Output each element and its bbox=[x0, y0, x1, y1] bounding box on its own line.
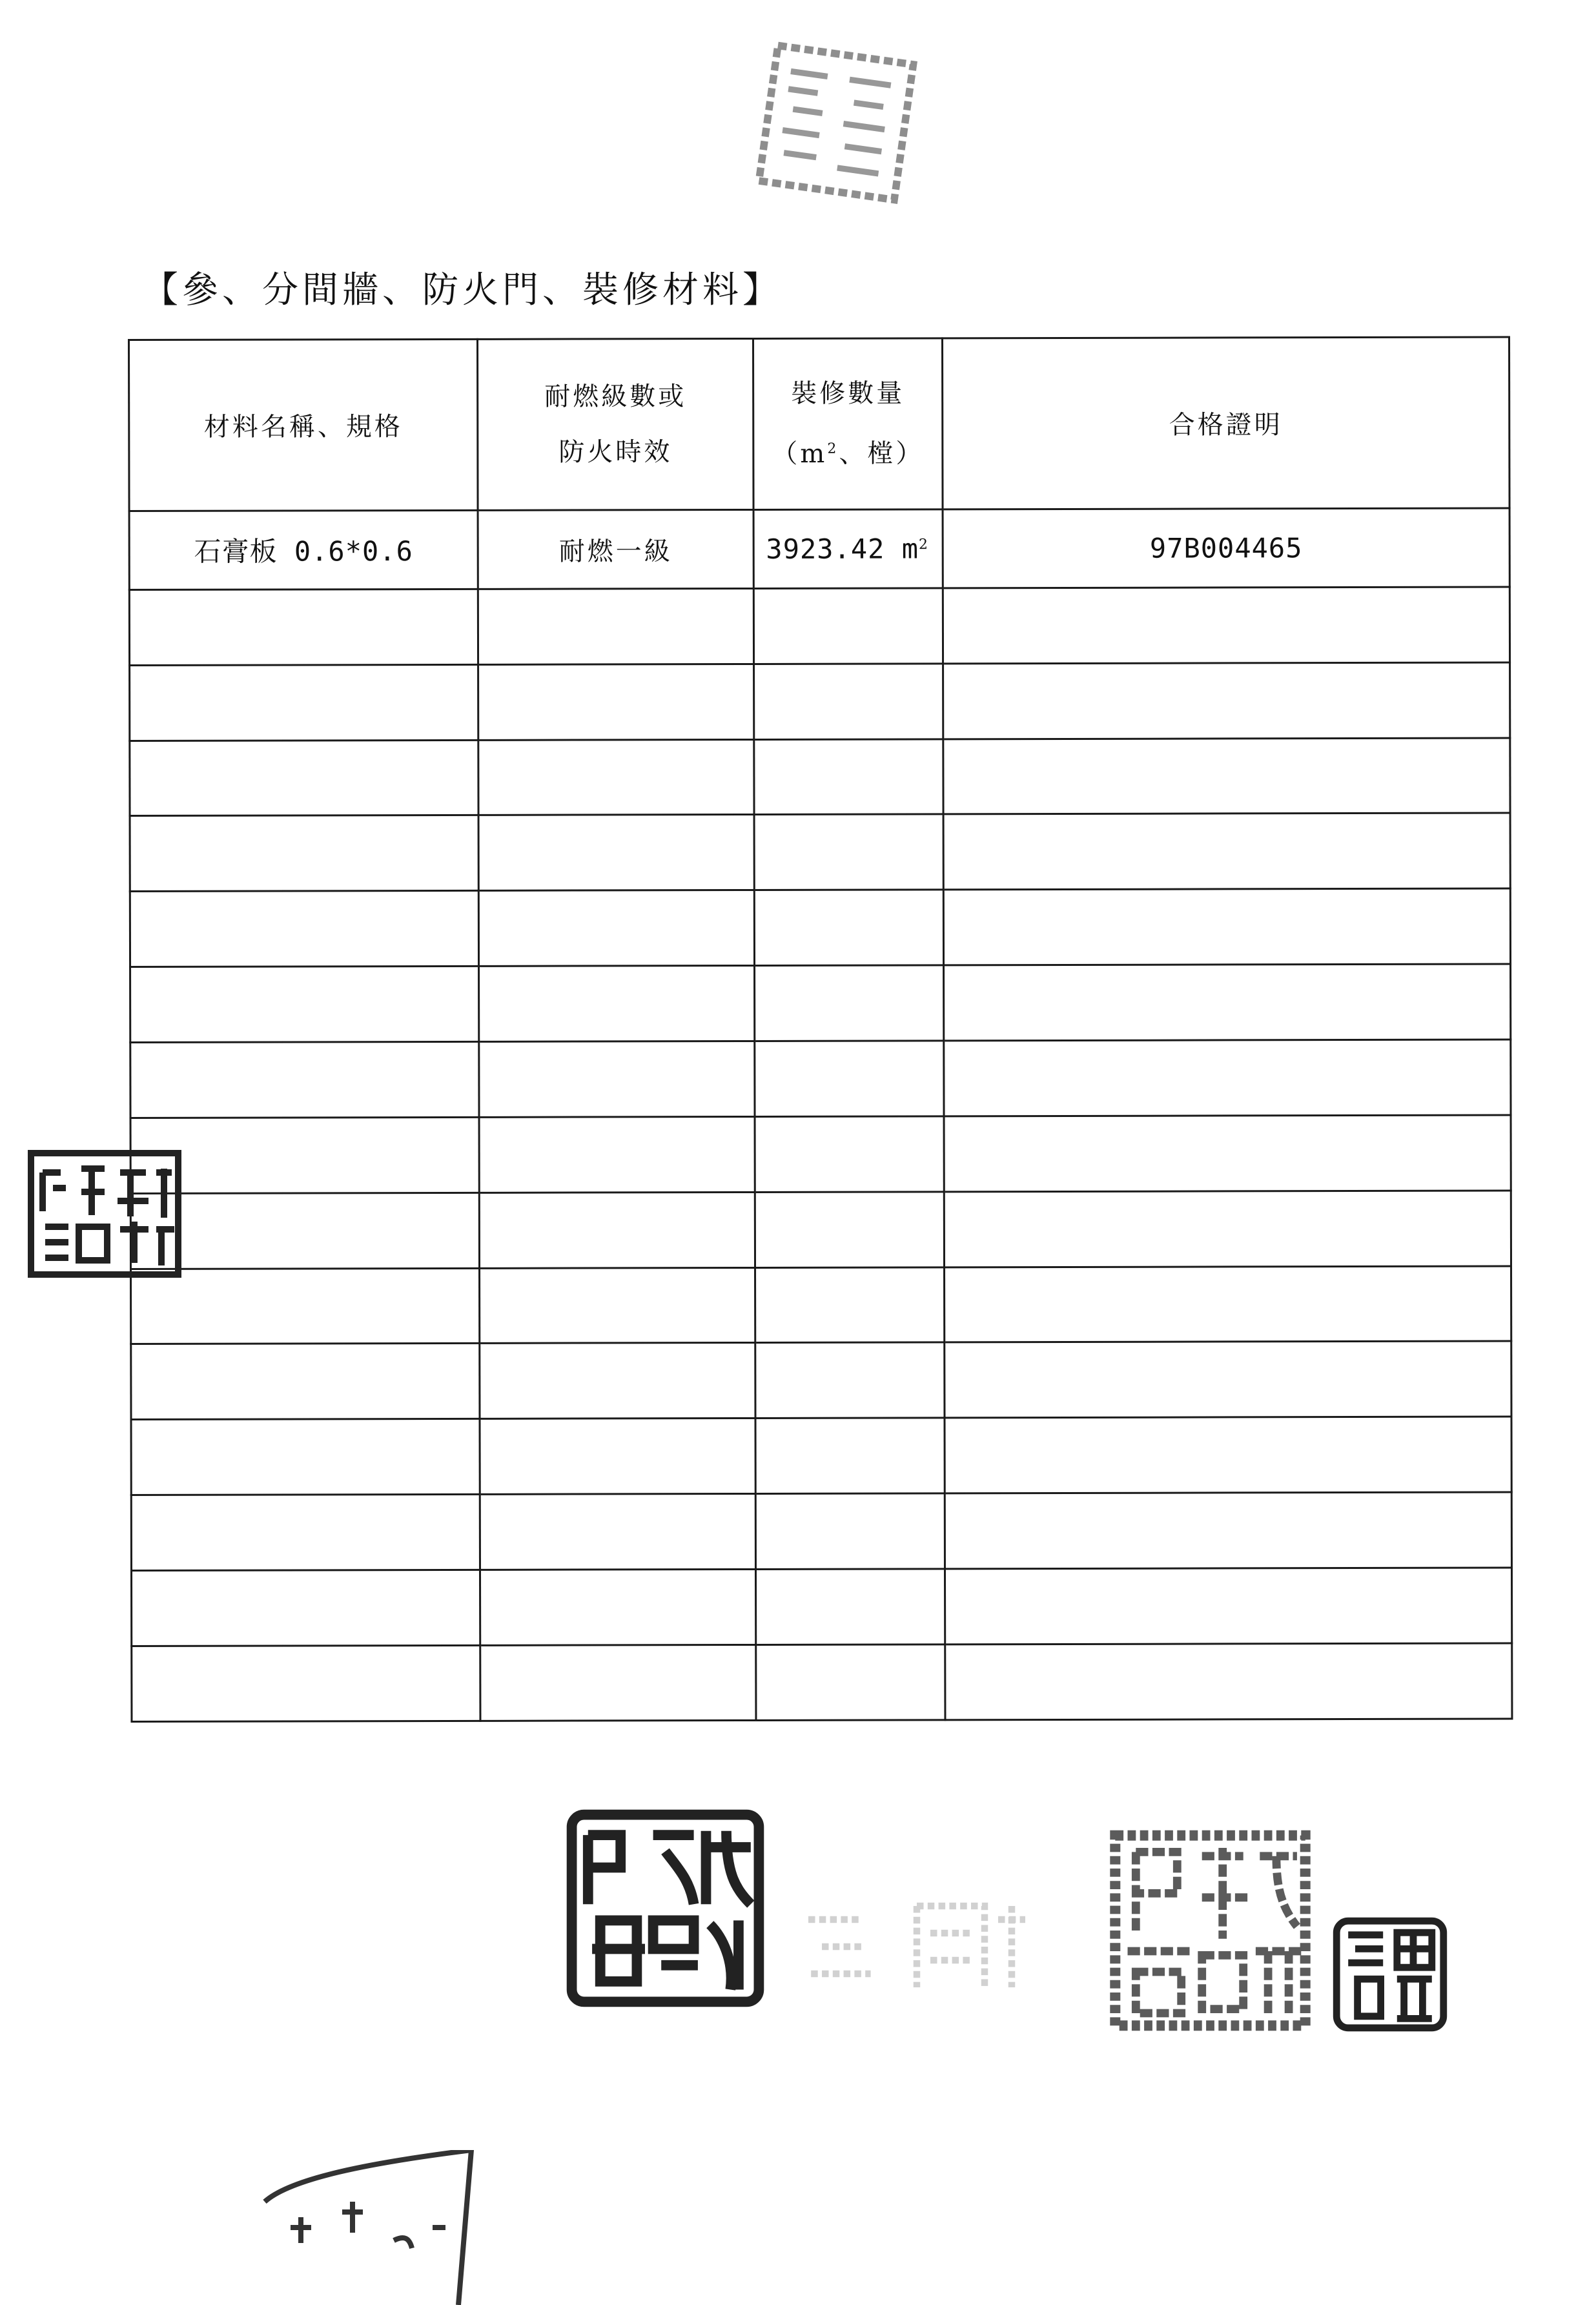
cell-quantity bbox=[754, 739, 943, 814]
cell-material-name bbox=[130, 1041, 479, 1118]
left-margin-seal bbox=[27, 1149, 182, 1278]
cell-fire-rating bbox=[480, 1644, 756, 1721]
cell-certificate bbox=[945, 1266, 1511, 1343]
cell-fire-rating bbox=[478, 890, 754, 967]
cell-fire-rating bbox=[479, 1192, 755, 1268]
table-row bbox=[130, 888, 1510, 967]
cell-quantity bbox=[755, 1569, 945, 1644]
cell-fire-rating bbox=[479, 1041, 755, 1118]
cell-quantity bbox=[755, 1267, 945, 1342]
bottom-round-stamp-icon bbox=[245, 2150, 517, 2305]
left-margin-seal-icon bbox=[27, 1149, 182, 1278]
table-row bbox=[130, 662, 1510, 741]
header-fire-rating bbox=[478, 338, 754, 510]
table-row bbox=[130, 813, 1510, 891]
bottom-seal-3 bbox=[1331, 1916, 1449, 2033]
bottom-seal-3-icon bbox=[1331, 1916, 1449, 2033]
cell-material-name bbox=[130, 664, 478, 741]
table-row bbox=[129, 508, 1509, 589]
cell-fire-rating bbox=[478, 588, 753, 664]
bottom-seal-1 bbox=[560, 1807, 770, 2010]
section-title: 【參、分間牆、防火門、裝修材料】 bbox=[142, 269, 783, 311]
cell-fire-rating bbox=[478, 815, 754, 891]
header-fire-rating-line1: 耐燃級數或 bbox=[544, 382, 687, 412]
cell-quantity: 3923.42 $m^2$ bbox=[753, 509, 943, 589]
cell-certificate: 97B004465 bbox=[943, 508, 1509, 588]
cell-certificate bbox=[943, 738, 1510, 815]
cell-material-name bbox=[130, 891, 478, 967]
top-seal-icon bbox=[739, 37, 932, 208]
cell-material-name bbox=[131, 1495, 480, 1571]
cell-quantity bbox=[754, 664, 943, 739]
table-row bbox=[131, 1417, 1511, 1495]
header-quantity bbox=[753, 338, 943, 510]
bottom-seal-faint-icon bbox=[794, 1879, 1039, 2014]
cell-material-name bbox=[132, 1645, 480, 1721]
header-certificate: 合格證明 bbox=[943, 337, 1510, 509]
cell-quantity bbox=[755, 965, 944, 1041]
cell-quantity bbox=[755, 1418, 945, 1493]
cell-material-name bbox=[130, 815, 478, 892]
cell-certificate bbox=[943, 888, 1510, 965]
cell-certificate bbox=[945, 1342, 1511, 1419]
cell-fire-rating bbox=[478, 739, 754, 815]
table-row bbox=[130, 1115, 1511, 1193]
cell-material-name bbox=[131, 1570, 480, 1646]
cell-certificate bbox=[944, 1115, 1511, 1192]
header-fire-rating-line2: 防火時效 bbox=[558, 437, 673, 467]
cell-quantity bbox=[755, 1041, 944, 1116]
cell-quantity bbox=[754, 814, 943, 890]
bottom-seal-1-icon bbox=[560, 1807, 770, 2010]
table-header-row bbox=[129, 337, 1510, 511]
cell-fire-rating bbox=[480, 1570, 755, 1646]
table-row bbox=[130, 964, 1511, 1042]
header-quantity-line2: （$m^2$、樘） bbox=[772, 439, 925, 469]
cell-material-name bbox=[130, 1117, 479, 1193]
cell-certificate bbox=[945, 1643, 1512, 1720]
bottom-round-stamp bbox=[245, 2150, 517, 2305]
empty-rows bbox=[129, 587, 1512, 1722]
cell-material-name bbox=[131, 1344, 480, 1420]
cell-certificate bbox=[943, 587, 1509, 664]
cell-quantity bbox=[755, 1116, 944, 1192]
cell-fire-rating bbox=[480, 1343, 755, 1419]
cell-quantity bbox=[755, 1493, 945, 1569]
cell-fire-rating bbox=[479, 1116, 755, 1193]
cell-material-name bbox=[131, 1268, 480, 1344]
cell-material-name bbox=[130, 740, 478, 816]
cell-fire-rating bbox=[480, 1267, 755, 1344]
header-material-name: 材料名稱、規格 bbox=[129, 339, 478, 511]
cell-fire-rating: 耐燃一級 bbox=[478, 509, 753, 589]
header-quantity-line1: 裝修數量 bbox=[791, 378, 905, 409]
table-row bbox=[130, 1040, 1511, 1118]
cell-material-name bbox=[131, 1419, 480, 1495]
table-row bbox=[132, 1643, 1512, 1722]
cell-certificate bbox=[943, 662, 1510, 739]
cell-quantity bbox=[755, 1342, 945, 1418]
cell-material-name bbox=[130, 1193, 479, 1269]
cell-fire-rating bbox=[478, 664, 754, 740]
cell-certificate bbox=[943, 813, 1510, 890]
cell-certificate bbox=[945, 1492, 1511, 1569]
cell-fire-rating bbox=[479, 966, 755, 1042]
top-seal bbox=[739, 37, 932, 208]
table-row bbox=[131, 1266, 1511, 1344]
bottom-seal-2 bbox=[1105, 1827, 1315, 2034]
table-row bbox=[131, 1492, 1511, 1570]
table-row bbox=[129, 587, 1509, 665]
cell-certificate bbox=[945, 1417, 1511, 1493]
table-row bbox=[130, 738, 1510, 816]
table-row bbox=[130, 1191, 1511, 1269]
cell-certificate bbox=[944, 1040, 1511, 1116]
table-row bbox=[131, 1342, 1511, 1420]
materials-table bbox=[128, 336, 1513, 1723]
bottom-seal-faint bbox=[794, 1879, 1039, 2014]
cell-fire-rating bbox=[480, 1494, 755, 1570]
cell-quantity bbox=[755, 1192, 944, 1267]
cell-certificate bbox=[944, 1191, 1511, 1267]
cell-quantity bbox=[753, 588, 943, 664]
cell-fire-rating bbox=[480, 1419, 755, 1495]
cell-material-name bbox=[129, 589, 478, 665]
cell-quantity bbox=[756, 1644, 945, 1721]
cell-certificate bbox=[944, 964, 1511, 1041]
cell-quantity bbox=[754, 890, 943, 965]
cell-material-name bbox=[130, 967, 479, 1043]
bottom-seal-2-icon bbox=[1105, 1827, 1315, 2034]
cell-material-name: 石膏板 0.6*0.6 bbox=[129, 510, 478, 589]
table-row bbox=[131, 1568, 1511, 1646]
cell-certificate bbox=[945, 1568, 1511, 1644]
